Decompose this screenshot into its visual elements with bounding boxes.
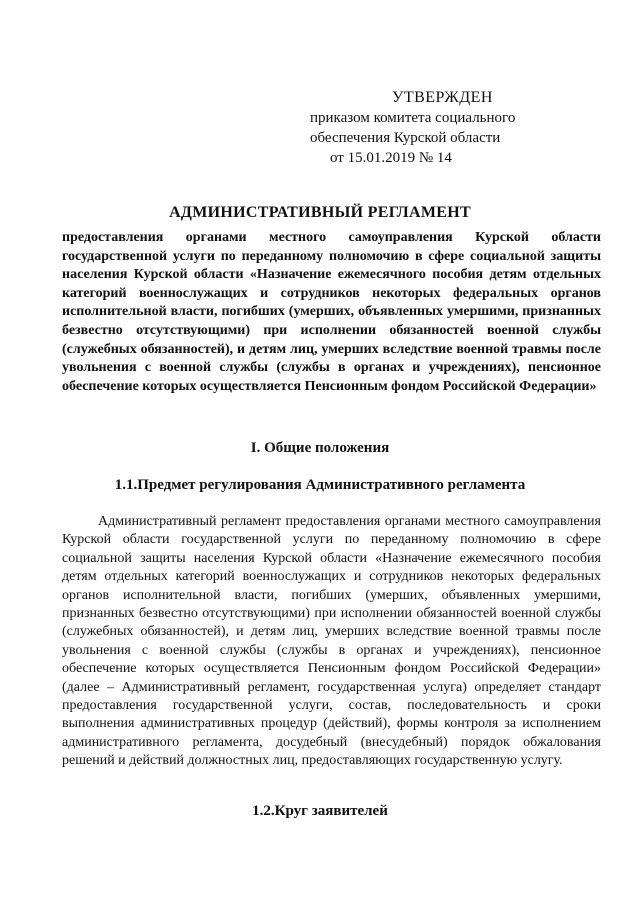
approval-order-line: приказом комитета социального [310, 110, 516, 126]
approval-date-number-line: от 15.01.2019 № 14 [330, 150, 452, 166]
document-subtitle: предоставления органами местного самоуправления Курской области государственной услуги по переданному полномочию в сфере социальной защиты населения Курской области «Назначение ежемесячного пособия детям отдельных категорий военнослужащих и сотрудников некоторых федеральных органов исполнительной власти, погибших (умерших, объявленных умершими, признанных безвестно отсутствующими) при исполнении обязанностей военной службы (служебных обязанностей), и детям лиц, умерших вследствие военной травмы после увольнения с военной службы (службы в органах и учреждениях), пенсионное обеспечение которых осуществляется Пенсионным фондом Российской Федерации» [62, 230, 601, 394]
section-heading-subject: 1.1.Предмет регулирования Административного регламента [114, 477, 526, 493]
section-heading-applicants: 1.2.Круг заявителей [252, 803, 388, 819]
paragraph-regulation-subject: Административный регламент предоставления органами местного самоуправления Курской области государственной услуги по переданному полномочию в сфере социальной защиты населения Курской области «Назначение ежемесячного пособия детям отдельных категорий военнослужащих и сотрудников некоторых федеральных органов исполнительной власти, погибших (умерших, объявленных умершими, признанных безвестно отсутствующими) при исполнении обязанностей военной службы (служебных обязанностей), и детям лиц, умерших вследствие военной травмы после увольнения с военной службы (службы в органах и учреждениях), пенсионное обеспечение которых осуществляется Пенсионным фондом Российской Федерации» (далее – Административный регламент, государственная услуга) определяет стандарт предоставления государственной услуги, состав, последовательность и сроки выполнения административных процедур (действий), формы контроля за исполнением административного регламента, досудебный (внесудебный) порядок обжалования решений и действий должностных лиц, предоставляющих государственную услугу. [62, 514, 601, 769]
document-title: АДМИНИСТРАТИВНЫЙ РЕГЛАМЕНТ [169, 204, 471, 221]
approval-title: УТВЕРЖДЕН [392, 89, 493, 106]
section-heading-general: I. Общие положения [250, 440, 390, 456]
approval-stamp-block [300, 88, 560, 168]
approval-region-line: обеспечения Курской области [310, 130, 501, 146]
